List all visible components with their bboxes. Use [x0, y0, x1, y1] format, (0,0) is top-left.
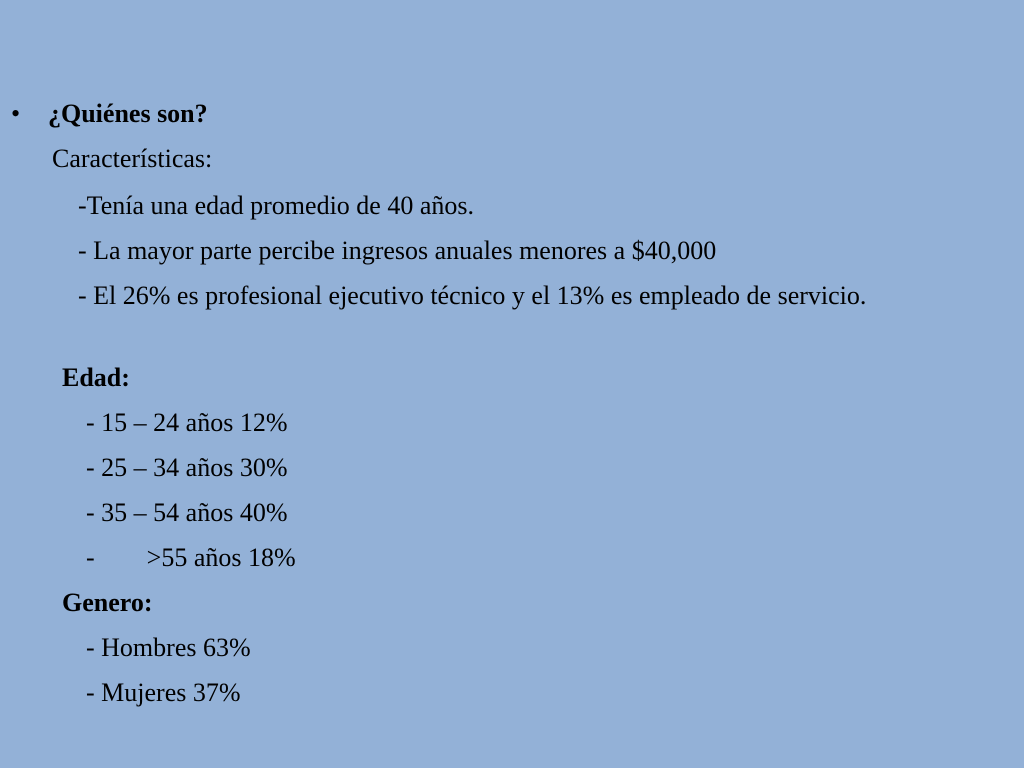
gender-label: Genero: — [62, 588, 153, 617]
age-group-item: - 35 – 54 años 40% — [86, 498, 288, 527]
bullet-icon: • — [11, 99, 21, 128]
characteristic-item — [10, 280, 1010, 312]
characteristics-label: Características: — [52, 144, 213, 173]
age-group-item: - 25 – 34 años 30% — [86, 453, 288, 482]
section-heading: ¿Quiénes son? — [48, 99, 208, 128]
age-label: Edad: — [62, 363, 130, 392]
characteristic-item: -Tenía una edad promedio de 40 años. — [78, 191, 474, 220]
characteristic-item-text: - El 26% es profesional ejecutivo técnico y el 13% es empleado de servicio. — [78, 281, 867, 310]
gender-item: - Hombres 63% — [86, 633, 251, 662]
gender-item: - Mujeres 37% — [86, 678, 241, 707]
characteristic-item: - La mayor parte percibe ingresos anuales menores a $40,000 — [78, 236, 717, 265]
age-group-item: - 15 – 24 años 12% — [86, 408, 288, 437]
age-group-item: - >55 años 18% — [86, 543, 296, 572]
